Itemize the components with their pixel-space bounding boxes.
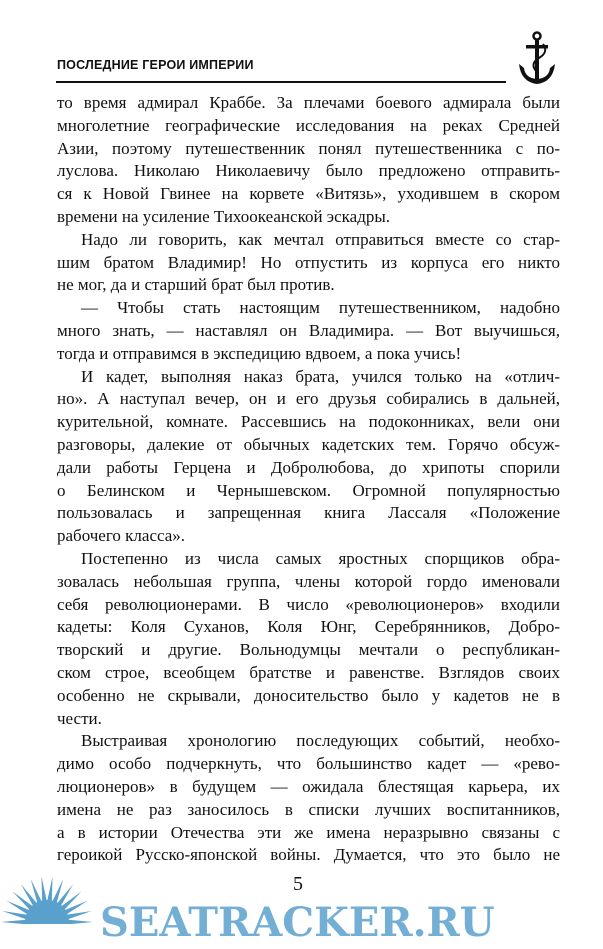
- text-line: луслова. Николаю Николаевичу было предложено отправить-: [57, 161, 560, 181]
- text-line: Азии, поэтому путешественник понял путешественника с по-: [57, 138, 560, 158]
- text-line: многолетние географические исследования на реках Средней: [57, 115, 560, 135]
- text-line: не мог, да и старший брат был против.: [57, 275, 335, 295]
- body-text: [57, 92, 560, 867]
- text-line: ся к Новой Гвинее на корвете «Витязь», уходившем в скором: [57, 184, 560, 204]
- text-line: разговоры, далекие от обычных кадетских тем. Горячо обсуж-: [57, 434, 560, 454]
- text-line: рабочего класса».: [57, 526, 186, 546]
- text-line: имена не раз заносилось в списки лучших воспитанников,: [57, 799, 560, 819]
- text-line: шим братом Владимир! Но отпустить из корпуса его никто: [57, 252, 560, 272]
- text-line: себя революционерами. В число «революционеров» входили: [57, 594, 560, 614]
- sun-icon: [0, 870, 95, 949]
- text-line: дали работы Герцена и Добролюбова, до хрипоты спорили: [57, 457, 560, 477]
- text-line: зовалась небольшая группа, члены которой гордо именовали: [57, 571, 560, 591]
- text-line: И кадет, выполняя наказ брата, учился только на «отлич-: [81, 366, 560, 386]
- watermark-text: SEATRACKER.RU: [100, 899, 495, 946]
- anchor-icon: [513, 30, 561, 88]
- text-line: Надо ли говорить, как мечтал отправиться вместе со стар-: [81, 229, 560, 249]
- text-line: творский и другие. Вольнодумцы мечтали о республикан-: [57, 640, 560, 660]
- text-line: о Белинском и Чернышевском. Огромной популярностью: [57, 480, 560, 500]
- text-line: много знать, — наставлял он Владимира. — Вот выучишься,: [57, 320, 560, 340]
- text-line: Постепенно из числа самых яростных спорщиков обра-: [81, 548, 560, 568]
- header-rule: [56, 81, 506, 83]
- text-line: то время адмирал Краббе. За плечами боевого адмирала были: [57, 93, 560, 112]
- running-title: ПОСЛЕДНИЕ ГЕРОИ ИМПЕРИИ: [57, 58, 254, 72]
- text-line: особенно не скрывали, доносительство было у кадетов не в: [57, 685, 560, 705]
- text-line: кадеты: Коля Суханов, Коля Юнг, Серебрянников, Добро-: [57, 617, 560, 637]
- text-line: — Чтобы стать настоящим путешественником, надобно: [81, 298, 560, 318]
- text-line: курительной, комнате. Рассевшись на подоконниках, вели они: [57, 412, 560, 432]
- text-line: чести.: [57, 708, 102, 728]
- text-line: героикой Русско-японской войны. Думается, что это было не: [57, 845, 560, 865]
- text-line: тогда и отправимся в экспедицию вдвоем, а пока учись!: [57, 343, 462, 363]
- text-line: Выстраивая хронологию последующих событий, необхо-: [81, 731, 560, 751]
- text-line: пользовалась и запрещенная книга Лассаля «Положение: [57, 503, 560, 523]
- page-number: 5: [293, 873, 303, 895]
- text-line: ском строе, всеобщем братстве и равенстве. Взглядов своих: [57, 662, 560, 682]
- text-line: димо особо подчеркнуть, что большинство кадет — «рево-: [57, 754, 560, 774]
- text-line: но». А наступал вечер, он и его друзья собирались в дальней,: [57, 389, 560, 409]
- text-line: а в истории Отечества эти же имена неразрывно связаны с: [57, 822, 560, 842]
- text-line: люционеров» в будущем — ожидала блестящая карьера, их: [57, 776, 560, 796]
- text-line: времени на усиление Тихоокеанской эскадры.: [57, 206, 391, 226]
